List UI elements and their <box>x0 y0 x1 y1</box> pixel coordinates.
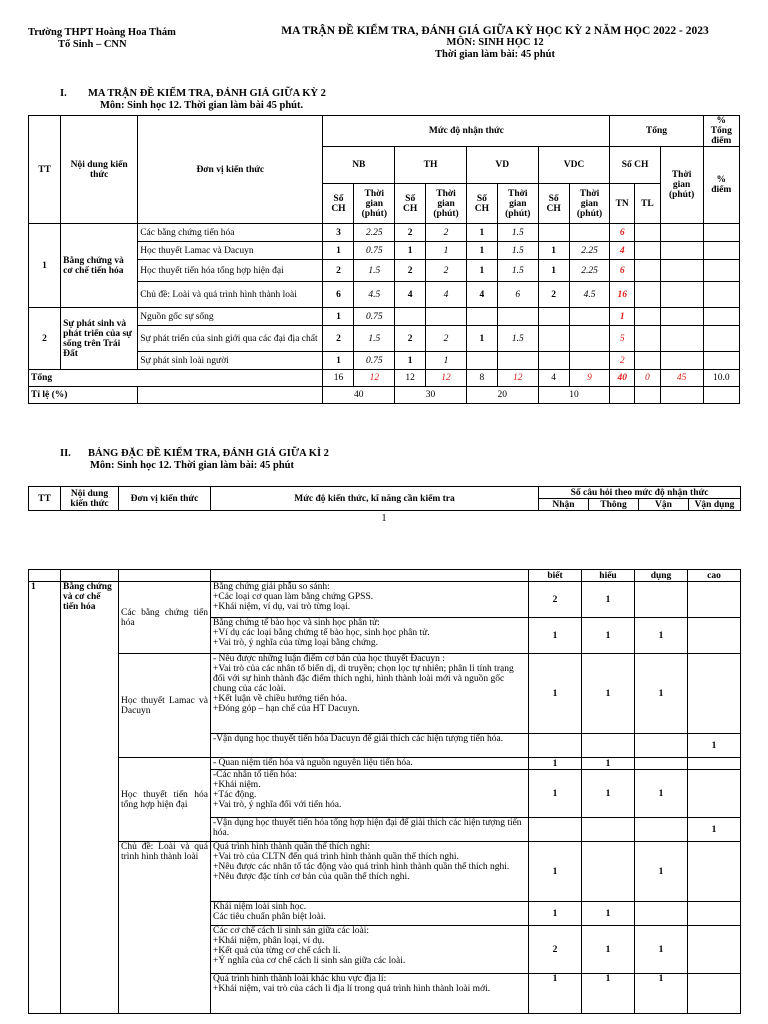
document-title-block <box>250 25 740 61</box>
subject-line: MÔN: SINH HỌC 12 <box>446 37 544 48</box>
section2-number: II. <box>60 448 71 459</box>
section1-title-text: MA TRẬN ĐỀ KIỂM TRA, ĐÁNH GIÁ GIỮA KỲ 2 <box>88 88 326 99</box>
col-vdc: VDC <box>538 147 610 184</box>
table-row: -Vận dụng học thuyết tiến hóa Dacuyn để giải thích các hiện tượng tiến hóa. 1 <box>29 734 741 758</box>
table-row: 1 Bằng chứng và cơ chế tiến hóa Các bằng chứng tiến hóa Bằng chứng giải phẫu so sánh: +Các loại cơ quan làm bằng chứng GPSS. +Khái niệm, ví dụ, vai trò từng loại. 2 1 <box>29 582 741 618</box>
matrix-table <box>28 115 740 404</box>
time-line: Thời gian làm bài: 45 phút <box>435 49 555 60</box>
ratio-row: Tỉ lệ (%) 40 30 20 10 <box>29 387 740 404</box>
nb-soch: Số CH <box>323 184 354 224</box>
page-number: 1 <box>381 513 387 524</box>
vd-time: Thời gian (phút) <box>497 184 538 224</box>
table-row: Khái niệm loài sinh học. Các tiêu chuẩn phân biệt loài. 1 1 <box>29 902 741 926</box>
section2-title-text: BẢNG ĐẶC ĐỀ KIỂM TRA, ĐÁNH GIÁ GIỮA KÌ 2 <box>88 448 329 459</box>
table-row: Học thuyết tiến hóa tổng hợp hiện đại 2 1.5 2 2 1 1.5 1 2.25 6 <box>29 260 740 282</box>
content-cell: Bằng chứng và cơ chế tiến hóa <box>61 224 138 308</box>
vdc-soch: Số CH <box>538 184 569 224</box>
col-vd: VD <box>466 147 538 184</box>
table-row: Bằng chứng tế bào học và sinh học phân tử: +Ví dụ các loại bằng chứng tế bào học, sinh học phân tử. +Vai trò, ý nghĩa của từng loại bằng chứng. 1 1 1 <box>29 618 741 654</box>
section2-subtitle: Môn: Sinh học 12. Thời gian làm bài: 45 phút <box>90 460 295 471</box>
table-row: 1 Bằng chứng và cơ chế tiến hóa Các bằng chứng tiến hóa 3 2.25 2 2 1 1.5 6 <box>29 224 740 242</box>
spec-table-header: TT Nội dung kiến thức Đơn vị kiến thức Mức độ kiến thức, kĩ năng cần kiểm tra Số câu hỏi theo mức độ nhận thức Nhận Thông Vận Vận dụng <box>28 486 741 511</box>
section1-number: I. <box>60 88 67 99</box>
col-level: Mức độ nhận thức <box>323 116 610 147</box>
col-tn: TN <box>610 184 635 224</box>
school-name: Trường THPT Hoàng Hoa Thám <box>28 27 176 38</box>
col-unit: Đơn vị kiến thức <box>138 116 323 224</box>
section1-title <box>60 88 326 99</box>
col-tt: TT <box>29 116 61 224</box>
th-soch: Số CH <box>395 184 426 224</box>
table-row: Học thuyết Lamac và Dacuyn 1 0.75 1 1 1 1.5 1 2.25 4 <box>29 242 740 260</box>
col-total: Tổng <box>610 116 703 147</box>
col-tl: TL <box>635 184 661 224</box>
col-th: TH <box>395 147 467 184</box>
table-row: Chủ đề: Loài và quá trình hình thành loài 6 4.5 4 4 4 6 2 4.5 16 <box>29 282 740 308</box>
table-row: Học thuyết Lamac và Dacuyn - Nêu được những luận điểm cơ bản của học thuyết Đacuyn : +Vai trò của các nhân tố biến dị, di truyền; chọn lọc tự nhiên; phân li tính trạng đối với sự hình thành đặc điểm thích nghi, hình thành loài mới và nguồn gốc chung của các loài. +Kết luận về chiều hướng tiến hóa. +Đóng góp – hạn chế của HT Dacuyn. 1 1 1 <box>29 654 741 734</box>
table-row: Sự phát triển của sinh giới qua các đại địa chất 2 1.5 2 2 1 1.5 5 <box>29 326 740 352</box>
content-cell: Bằng chứng và cơ chế tiến hóa <box>61 582 119 1014</box>
total-row: Tổng 16 12 12 12 8 12 4 9 40 0 45 10.0 <box>29 370 740 387</box>
table-row: -Các nhân tố tiến hóa: +Khái niệm. +Tác động. +Vai trò, ý nghĩa đối với tiến hóa. 1 1 1 <box>29 770 741 818</box>
col-nb: NB <box>323 147 395 184</box>
table-row: Quá trình hình thành loài khác khu vực địa lí: +Khái niệm, vai trò của cách li địa lí trong quá trình hình thành loài mới. 1 1 1 <box>29 974 741 1014</box>
table-row: Chủ đề: Loài và quá trình hình thành loài Quá trình hình thành quần thể thích nghi: +Vai trò của CLTN đến quá trình hình thành quần thể thích nghi. +Nêu được các nhân tố tác động vào quá trình hình thành quần thể thích nghi. +Nêu được đặc tính cơ bản của quần thể thích nghi. 1 1 <box>29 842 741 902</box>
department-name: Tổ Sinh – CNN <box>58 39 127 50</box>
document-title: MA TRẬN ĐỀ KIỂM TRA, ĐÁNH GIÁ GIỮA KỲ HỌC KỲ 2 NĂM HỌC 2022 - 2023 <box>281 25 709 37</box>
col-content: Nội dung kiến thức <box>61 116 138 224</box>
col-soch: Số CH <box>610 147 660 184</box>
col-time: Thời gian (phút) <box>660 147 703 224</box>
col-pct: % điểm <box>703 147 739 224</box>
th-time: Thời gian (phút) <box>426 184 467 224</box>
vdc-time: Thời gian (phút) <box>569 184 610 224</box>
table-row: -Vận dụng học thuyết tiến hóa tổng hợp hiện đại để giải thích các hiện tượng tiến hóa. 1 <box>29 818 741 842</box>
section2-title <box>60 448 329 459</box>
nb-time: Thời gian (phút) <box>354 184 395 224</box>
content-cell: Sự phát sinh và phát triển của sự sống trên Trái Đất <box>61 308 138 370</box>
vd-soch: Số CH <box>466 184 497 224</box>
table-row: Học thuyết tiến hóa tổng hợp hiện đại - Quan niệm tiến hóa và nguồn nguyên liệu tiến hóa. 1 1 <box>29 758 741 770</box>
table-row: Các cơ chế cách li sinh sản giữa các loài: +Khái niệm, phân loại, ví dụ. +Kết quả của từng cơ chế cách li. +Ý nghĩa của cơ chế cách li sinh sản giữa các loài. 2 1 1 <box>29 926 741 974</box>
table-row: 2 Sự phát sinh và phát triển của sự sống trên Trái Đất Nguồn gốc sự sống 1 0.75 1 <box>29 308 740 326</box>
col-pct-total: % Tổng điểm <box>703 116 739 147</box>
table-row: Sự phát sinh loài người 1 0.75 1 1 2 <box>29 352 740 370</box>
section1-subtitle: Môn: Sinh học 12. Thời gian làm bài 45 phút. <box>100 100 304 111</box>
spec-table: biết hiểu dụng cao 1 Bằng chứng và cơ chế tiến hóa Các bằng chứng tiến hóa Bằng chứng giải phẫu so sánh: +Các loại cơ quan làm bằng chứng GPSS. +Khái niệm, ví dụ, vai trò từng loại. 2 1 Bằng chứng tế bào học và sinh học phân tử: +Ví dụ các loại bằng chứng tế bào học, sinh học phân tử. +Vai trò, ý nghĩa của từng loại bằng chứng. 1 1 1 Học thuyết Lamac và Dacuyn - Nêu được những luận điểm cơ bản của học thuyết Đacuyn : +Vai trò của các nhân tố biến dị, di truyền; chọn lọc tự nhiên; phân li tính trạng đối với sự hình thành đặc điểm thích nghi, hình thành loài mới và nguồn gốc chung của các loài. +Kết luận về chiều hướng tiến hóa. +Đóng góp – hạn chế của HT Dacuyn. 1 1 1 -Vận dụng học thuyết tiến hóa Dacuyn để giải thích các hiện tượng tiến hóa. 1 Học thuyết tiến hóa tổng hợp hiện đại - Quan niệm tiến hóa và nguồn nguyên liệu tiến hóa. 1 1 -Các nhân tố tiến hóa: +Khái niệm. +Tác động. +Vai trò, ý nghĩa đối với tiến hóa. 1 1 1 -Vận dụng học thuyết tiến hóa tổng hợp hiện đại để giải thích các hiện tượng tiến hóa. 1 Chủ đề: Loài và quá trình hình thành loài Quá trình hình thành quần thể thích nghi: +Vai trò của CLTN đến quá trình hình thành quần thể thích nghi. +Nêu được các nhân tố tác động vào quá trình hình thành quần thể thích nghi. +Nêu được đặc tính cơ bản của quần thể thích nghi. 1 1 Khái niệm loài sinh học. Các tiêu chuẩn phân biệt loài. 1 1 Các cơ chế cách li sinh sản giữa các loài: +Khái niệm, phân loại, ví dụ. +Kết quả của từng cơ chế cách li. +Ý nghĩa của cơ chế cách li sinh sản giữa các loài. 2 1 1 Quá trình hình thành loài khác khu vực địa lí: +Khái niệm, vai trò của cách li địa lí trong quá trình hình thành loài mới. 1 1 1 <box>28 569 741 1014</box>
school-header <box>28 27 176 51</box>
